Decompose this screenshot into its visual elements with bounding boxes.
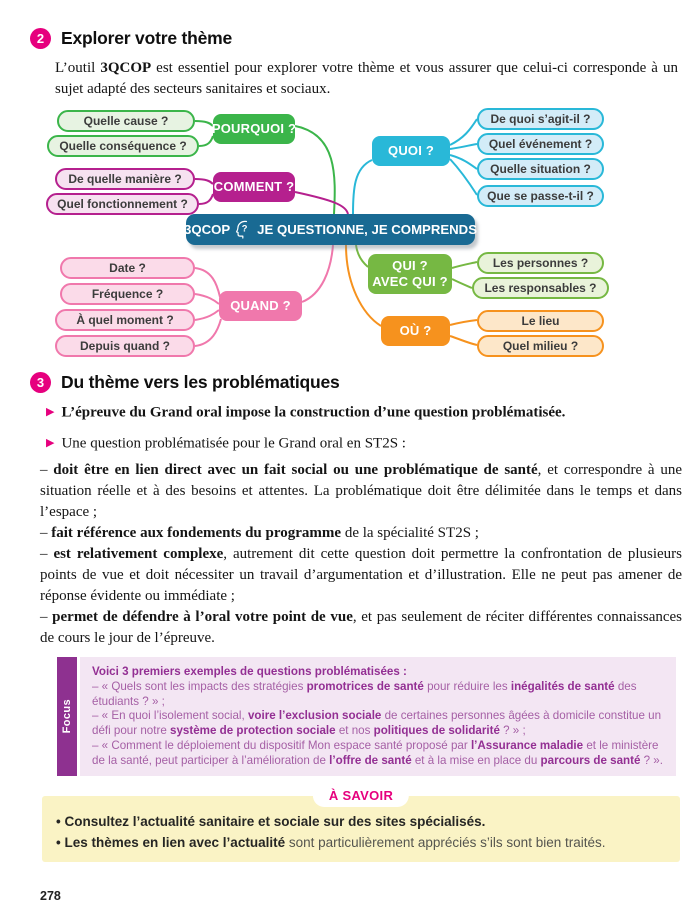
intro-paragraph: L’outil 3QCOP est essentiel pour explorer votre thème et vous assurer que celui-ci corresponde à un sujet adapté des secteurs sanitaires et sociaux. bbox=[55, 60, 678, 97]
leaf-quelle-consequence: Quelle conséquence ? bbox=[47, 135, 199, 157]
center-node-3qcop bbox=[184, 214, 478, 245]
focus-body bbox=[80, 657, 676, 776]
section-number-badge: 3 bbox=[30, 372, 51, 393]
hub-pourquoi: POURQUOI ? bbox=[213, 114, 295, 144]
hub-quand: QUAND ? bbox=[219, 291, 302, 321]
section-number-badge: 2 bbox=[30, 28, 51, 49]
head-question-icon bbox=[235, 220, 252, 239]
center-node-name: 3QCOP bbox=[184, 222, 231, 237]
leaf-quelle-situation: Quelle situation ? bbox=[477, 158, 604, 180]
focus-box bbox=[57, 657, 676, 776]
leaf-que-se-passe-t-il: Que se passe-t-il ? bbox=[477, 185, 604, 207]
bullet-line bbox=[46, 432, 680, 455]
focus-label: Focus bbox=[61, 699, 73, 734]
leaf-quelle-cause: Quelle cause ? bbox=[57, 110, 195, 132]
bullet-text: L’épreuve du Grand oral impose la construction d’une question problématisée. bbox=[61, 404, 566, 421]
leaf-le-lieu: Le lieu bbox=[477, 310, 604, 332]
hub-ou: OÙ ? bbox=[381, 316, 450, 346]
leaf-a-quel-moment: À quel moment ? bbox=[55, 309, 195, 331]
leaf-depuis-quand: Depuis quand ? bbox=[55, 335, 195, 357]
hub-quoi: QUOI ? bbox=[372, 136, 450, 166]
criteria-item: – doit être en lien direct avec un fait social ou une problématique de santé, et correspondre à une situation réelle et à des besoins et attentes. La problématique doit être délimitée dans le temps et dans l’espace ; bbox=[40, 462, 683, 520]
leaf-les-responsables: Les responsables ? bbox=[472, 277, 609, 299]
leaf-les-personnes: Les personnes ? bbox=[477, 252, 604, 274]
svg-text:?: ? bbox=[241, 223, 248, 234]
bullet-line bbox=[46, 401, 680, 424]
leaf-quel-fonctionnement: Quel fonctionnement ? bbox=[46, 193, 199, 215]
criteria-list bbox=[0, 460, 700, 649]
leaf-de-quelle-maniere: De quelle manière ? bbox=[55, 168, 195, 190]
leaf-quel-milieu: Quel milieu ? bbox=[477, 335, 604, 357]
focus-line: – « Quels sont les impacts des stratégies promotrices de santé pour réduire les inégalités de santé des étudiants ? » ; bbox=[92, 679, 637, 708]
section-title: Du thème vers les problématiques bbox=[61, 372, 340, 392]
focus-line: – « Comment le déploiement du dispositif Mon espace santé proposé par l’Assurance maladie et le ministère de la santé, peut participer à l’amélioration de l’offre de santé et à la mise en place du parcours de santé ? ». bbox=[92, 738, 663, 767]
section-title: Explorer votre thème bbox=[61, 28, 233, 48]
bullet-triangle-icon: ▶ bbox=[46, 405, 55, 418]
hub-qui-avec-qui: QUI ? AVEC QUI ? bbox=[368, 254, 452, 294]
focus-line: Voici 3 premiers exemples de questions problématisées : bbox=[92, 665, 407, 678]
section-explore-heading bbox=[30, 0, 680, 49]
savoir-line: • Les thèmes en lien avec l’actualité sont particulièrement appréciés s’ils sont bien traités. bbox=[56, 834, 606, 850]
a-savoir-label: À SAVOIR bbox=[313, 784, 409, 807]
hub-comment: COMMENT ? bbox=[213, 172, 295, 202]
leaf-date: Date ? bbox=[60, 257, 195, 279]
bullet-triangle-icon: ▶ bbox=[46, 435, 55, 449]
savoir-line: • Consultez l’actualité sanitaire et sociale sur des sites spécialisés. bbox=[56, 813, 486, 829]
center-node-tagline: JE QUESTIONNE, JE COMPRENDS bbox=[257, 222, 478, 237]
a-savoir-box bbox=[42, 787, 680, 862]
criteria-item: – est relativement complexe, autrement dit cette question doit permettre la confrontation de plusieurs points de vue et doit nécessiter un travail d’argumentation et d’illustration. Elle ne peut pas amener de réponse évidente ou immédiate ; bbox=[40, 546, 683, 604]
bullet-text: Une question problématisée pour le Grand oral en ST2S : bbox=[61, 435, 406, 451]
criteria-item: – permet de défendre à l’oral votre point de vue, et pas seulement de réciter différentes connaissances de cours le jour de l’épreuve. bbox=[40, 609, 683, 646]
leaf-quel-evenement: Quel événement ? bbox=[477, 133, 604, 155]
focus-line: – « En quoi l’isolement social, voire l’exclusion sociale de certaines personnes âgées à domicile constitue un défi pour notre système de protection sociale et nos politiques de solidarité ? » ; bbox=[92, 709, 662, 738]
leaf-de-quoi-sagit-il: De quoi s’agit-il ? bbox=[477, 108, 604, 130]
3qcop-mindmap-diagram bbox=[0, 104, 700, 360]
criteria-item: – fait référence aux fondements du programme de la spécialité ST2S ; bbox=[40, 525, 479, 541]
page-number: 278 bbox=[40, 889, 61, 903]
focus-sidebar bbox=[57, 657, 77, 776]
leaf-frequence: Fréquence ? bbox=[60, 283, 195, 305]
section-problematiques-heading bbox=[30, 372, 680, 393]
